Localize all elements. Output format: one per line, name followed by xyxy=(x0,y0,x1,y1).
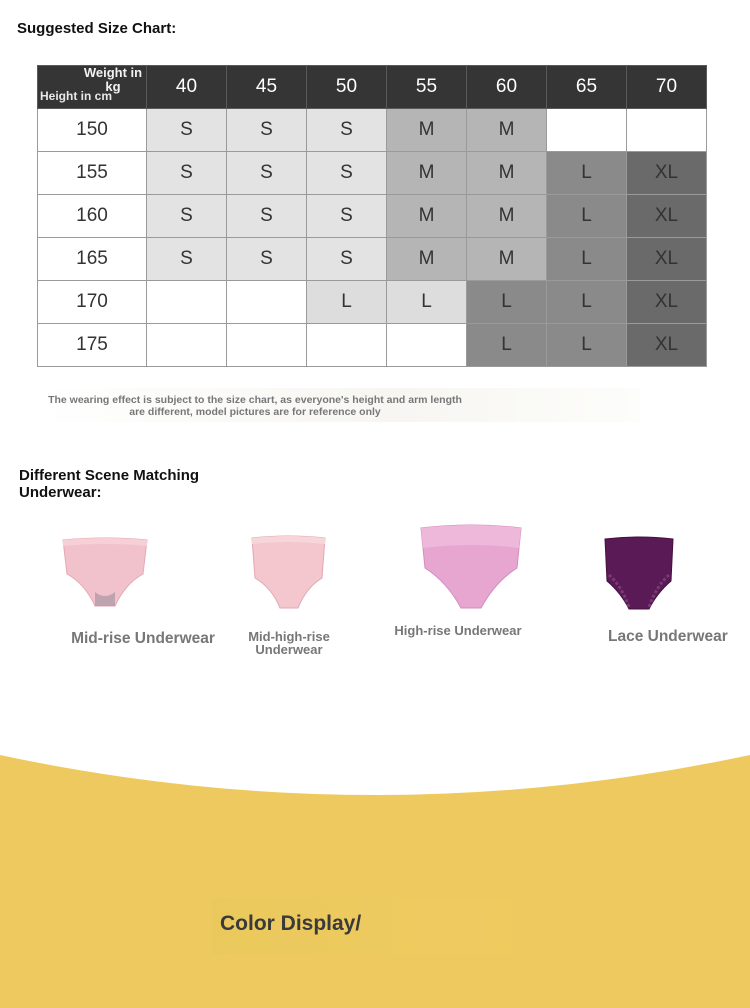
product-label: Lace Underwear xyxy=(608,628,728,645)
size-cell xyxy=(307,324,387,367)
weight-axis-label: Weight in kg xyxy=(83,65,143,94)
size-cell: XL xyxy=(627,238,707,281)
size-cell xyxy=(627,109,707,152)
size-chart-title: Suggested Size Chart: xyxy=(17,20,177,37)
size-cell: XL xyxy=(627,281,707,324)
size-cell: L xyxy=(547,324,627,367)
size-cell: L xyxy=(547,281,627,324)
height-cell: 160 xyxy=(38,195,147,238)
size-cell: L xyxy=(547,238,627,281)
size-cell: S xyxy=(147,152,227,195)
size-cell: L xyxy=(547,152,627,195)
weight-header: 40 xyxy=(147,66,227,109)
size-cell: S xyxy=(147,195,227,238)
size-row xyxy=(38,109,707,152)
product-mid-rise[interactable] xyxy=(50,530,240,645)
lace-underwear-image xyxy=(601,535,677,611)
size-row xyxy=(38,281,707,324)
size-row xyxy=(38,195,707,238)
weight-header: 70 xyxy=(627,66,707,109)
product-label: High-rise Underwear xyxy=(394,623,522,638)
size-row xyxy=(38,324,707,367)
size-cell: M xyxy=(467,238,547,281)
height-cell: 150 xyxy=(38,109,147,152)
size-cell xyxy=(387,324,467,367)
size-cell xyxy=(227,281,307,324)
color-display-title: Color Display/ xyxy=(212,898,540,954)
size-cell: S xyxy=(147,238,227,281)
product-mid-high-rise[interactable] xyxy=(240,532,335,656)
size-cell: S xyxy=(227,238,307,281)
high-rise-underwear-image xyxy=(415,522,527,614)
size-cell: S xyxy=(227,109,307,152)
size-cell: M xyxy=(387,109,467,152)
color-display-background xyxy=(0,745,750,1008)
size-cell: S xyxy=(147,109,227,152)
size-cell: S xyxy=(307,152,387,195)
mid-high-rise-underwear-image xyxy=(246,532,331,612)
size-cell: S xyxy=(307,195,387,238)
size-cell: S xyxy=(307,238,387,281)
size-note: The wearing effect is subject to the size chart, as everyone's height and arm length are different, model pictures are for reference only xyxy=(48,394,462,418)
height-cell: 155 xyxy=(38,152,147,195)
size-cell: L xyxy=(467,324,547,367)
size-chart-corner xyxy=(38,66,147,109)
product-label: Mid-rise Underwear xyxy=(71,630,215,647)
size-note-box xyxy=(40,388,640,422)
size-cell: L xyxy=(307,281,387,324)
size-cell: M xyxy=(387,238,467,281)
size-cell: S xyxy=(227,195,307,238)
weight-header: 55 xyxy=(387,66,467,109)
size-cell: M xyxy=(467,109,547,152)
size-chart-table xyxy=(37,65,707,367)
weight-header: 60 xyxy=(467,66,547,109)
height-cell: 170 xyxy=(38,281,147,324)
size-cell: L xyxy=(387,281,467,324)
size-chart-body xyxy=(38,109,707,367)
size-row xyxy=(38,238,707,281)
product-high-rise[interactable] xyxy=(394,522,530,638)
mid-rise-underwear-image xyxy=(55,530,155,612)
size-cell: L xyxy=(547,195,627,238)
size-cell: S xyxy=(307,109,387,152)
scene-title: Different Scene Matching Underwear: xyxy=(19,467,200,501)
size-cell: M xyxy=(467,195,547,238)
weight-header: 45 xyxy=(227,66,307,109)
product-lace[interactable] xyxy=(598,535,750,643)
height-axis-label: Height in cm xyxy=(40,89,113,103)
size-cell xyxy=(147,281,227,324)
size-cell xyxy=(227,324,307,367)
size-cell: M xyxy=(387,195,467,238)
height-cell: 165 xyxy=(38,238,147,281)
weight-header: 65 xyxy=(547,66,627,109)
size-cell xyxy=(547,109,627,152)
size-cell: XL xyxy=(627,324,707,367)
size-chart-header-row xyxy=(38,66,707,109)
size-cell: M xyxy=(467,152,547,195)
size-cell xyxy=(147,324,227,367)
height-cell: 175 xyxy=(38,324,147,367)
product-label: Mid-high-rise Underwear xyxy=(248,629,330,657)
size-cell: S xyxy=(227,152,307,195)
size-cell: XL xyxy=(627,152,707,195)
size-cell: XL xyxy=(627,195,707,238)
size-row xyxy=(38,152,707,195)
size-cell: M xyxy=(387,152,467,195)
size-cell: L xyxy=(467,281,547,324)
weight-header: 50 xyxy=(307,66,387,109)
